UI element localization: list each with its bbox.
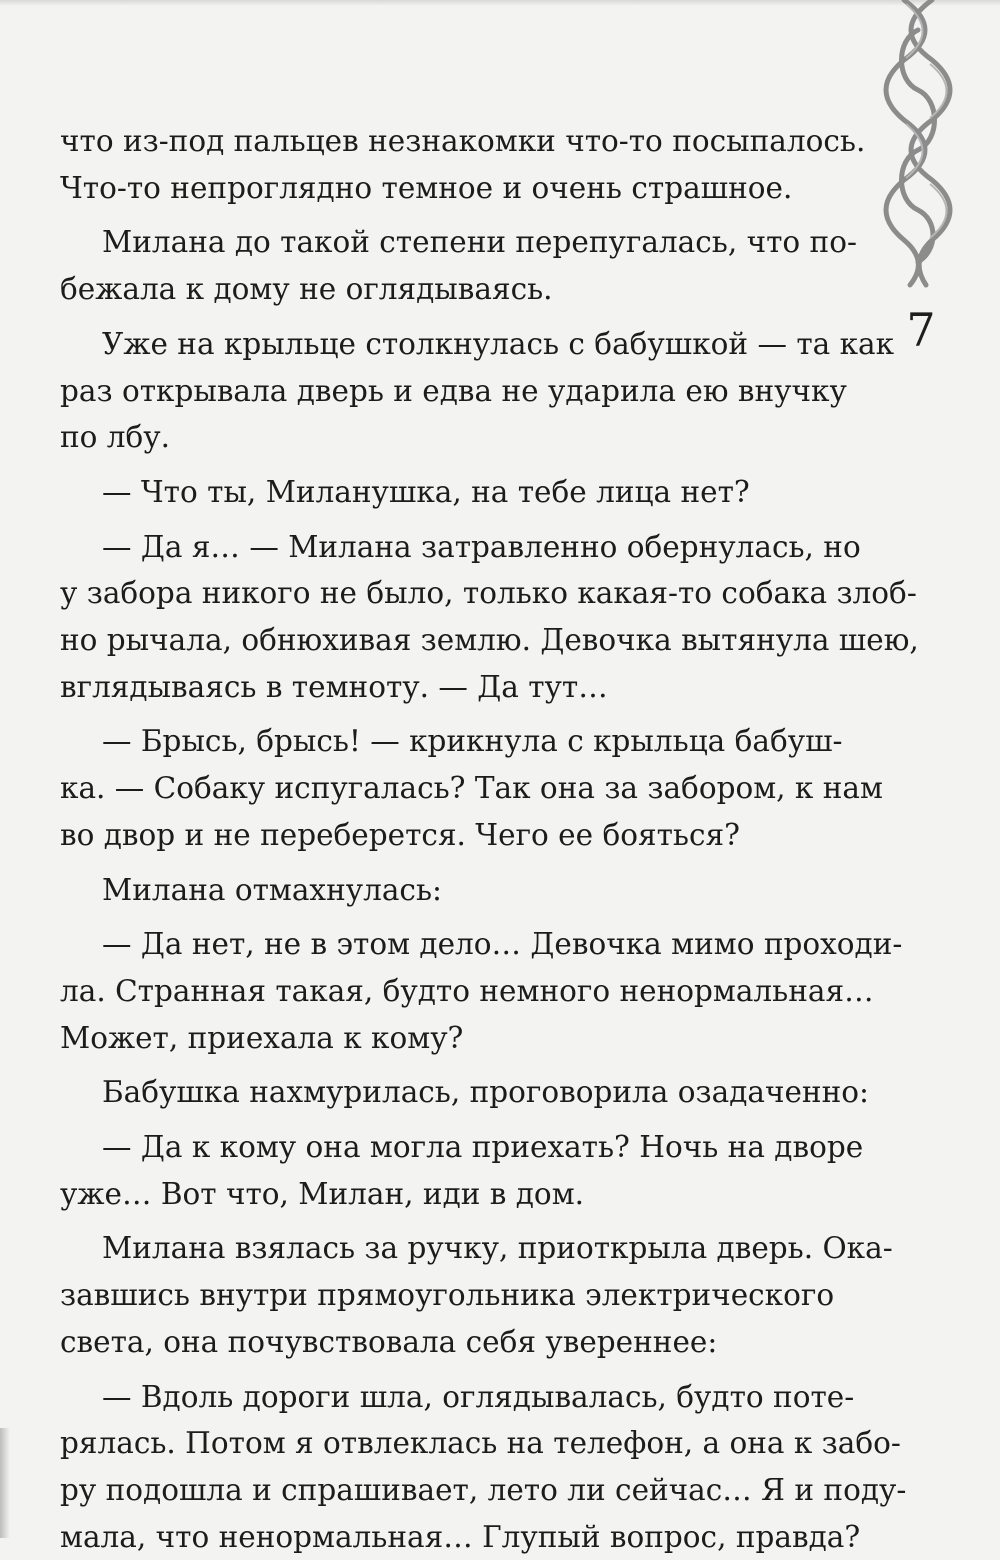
text-line: Уже на крыльце столкнулась с бабушкой — та как <box>102 326 895 361</box>
text-line: завшись внутри прямоугольника электрического <box>60 1278 835 1313</box>
text-line: бежала к дому не оглядываясь. <box>60 272 553 307</box>
text-line: по лбу. <box>60 420 171 455</box>
text-line: уже… Вот что, Милан, иди в дом. <box>60 1176 585 1211</box>
text-line: ка. — Собаку испугалась? Так она за забором, к нам <box>60 771 883 806</box>
binding-shadow <box>0 1428 10 1538</box>
text-line: у забора никого не было, только какая-то собака злоб- <box>60 576 917 611</box>
text-line: Милана взялась за ручку, приоткрыла дверь. Ока- <box>102 1231 893 1266</box>
text-line: Милана до такой степени перепугалась, что по- <box>102 225 857 260</box>
book-text <box>60 118 919 1560</box>
text-line: рялась. Потом я отвлеклась на телефон, а она к забо- <box>60 1426 901 1461</box>
text-line: но рычала, обнюхивая землю. Девочка вытянула шею, <box>60 623 919 658</box>
page-number: 7 <box>906 303 936 357</box>
text-line: — Брысь, брысь! — крикнула с крыльца бабуш- <box>102 724 843 759</box>
text-line: света, она почувствовала себя увереннее: <box>60 1324 718 1359</box>
text-line: Бабушка нахмурилась, проговорила озадаченно: <box>102 1075 869 1110</box>
text-line: Что-то непроглядно темное и очень страшное. <box>60 170 793 205</box>
text-line: — Да я… — Милана затравленно обернулась, но <box>102 529 861 564</box>
text-line: — Что ты, Миланушка, на тебе лица нет? <box>102 474 750 509</box>
text-line: что из-под пальцев незнакомки что-то посыпалось. <box>60 124 866 158</box>
text-line: Милана отмахнулась: <box>102 872 442 907</box>
celtic-knot-border-icon <box>882 0 954 290</box>
text-line: — Да нет, не в этом дело… Девочка мимо проходи- <box>102 927 903 962</box>
text-line: во двор и не переберется. Чего ее бояться? <box>60 817 740 852</box>
text-line: ла. Странная такая, будто немного ненормальная… <box>60 973 874 1008</box>
text-line: мала, что ненормальная… Глупый вопрос, правда? <box>60 1519 861 1554</box>
text-line: ру подошла и спрашивает, лето ли сейчас… Я и поду- <box>60 1472 907 1507</box>
text-line: раз открывала дверь и едва не ударила ею внучку <box>60 373 847 408</box>
text-line: — Вдоль дороги шла, оглядывалась, будто поте- <box>102 1379 855 1414</box>
text-line: Может, приехала к кому? <box>60 1020 464 1055</box>
text-line: — Да к кому она могла приехать? Ночь на дворе <box>102 1130 864 1165</box>
text-line: вглядываясь в темноту. — Да тут… <box>60 669 608 704</box>
page-edge-shadow <box>0 0 1000 6</box>
